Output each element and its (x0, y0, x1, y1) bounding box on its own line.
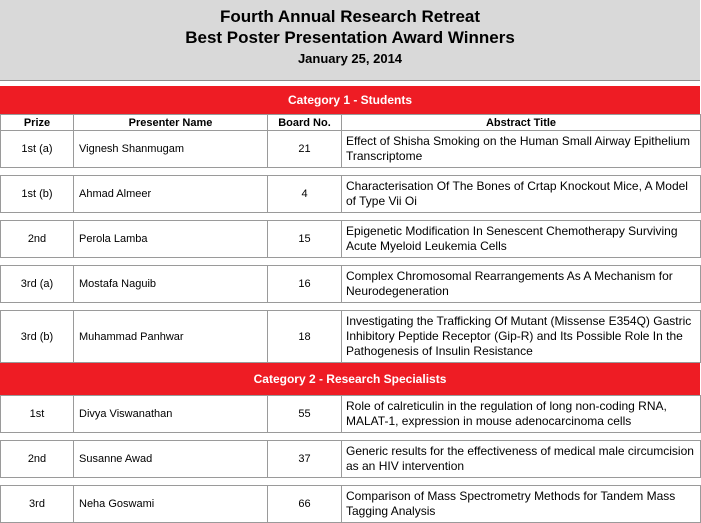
board-cell: 15 (268, 221, 342, 258)
students-table (0, 114, 701, 363)
spacer-row (1, 213, 701, 221)
prize-column-header: Prize (1, 115, 74, 131)
presenter-cell: Perola Lamba (74, 221, 268, 258)
prize-cell: 2nd (1, 221, 74, 258)
column-header-row (1, 115, 701, 131)
retreat-title: Fourth Annual Research Retreat (219, 7, 481, 26)
board-cell: 18 (268, 311, 342, 363)
presenter-cell: Divya Viswanathan (74, 396, 268, 433)
spacer-cell (1, 213, 701, 221)
board-cell: 66 (268, 486, 342, 523)
board-cell: 16 (268, 266, 342, 303)
abstract-cell: Complex Chromosomal Rearrangements As A Mechanism for Neurodegeneration (342, 266, 701, 303)
abstract-cell: Epigenetic Modification In Senescent Chemotherapy Surviving Acute Myeloid Leukemia Cells (342, 221, 701, 258)
spacer-cell (1, 433, 701, 441)
board-column-header: Board No. (268, 115, 342, 131)
presenter-cell: Ahmad Almeer (74, 176, 268, 213)
spacer-row (1, 168, 701, 176)
presenter-cell: Muhammad Panhwar (74, 311, 268, 363)
table-row (1, 486, 701, 523)
table-row (1, 311, 701, 363)
spacer-cell (1, 478, 701, 486)
spacer-row (1, 258, 701, 266)
abstract-column-header: Abstract Title (342, 115, 701, 131)
presenter-cell: Susanne Awad (74, 441, 268, 478)
presenter-cell: Neha Goswami (74, 486, 268, 523)
awards-title: Best Poster Presentation Award Winners (185, 28, 515, 47)
presenter-cell: Vignesh Shanmugam (74, 131, 268, 168)
abstract-cell: Characterisation Of The Bones of Crtap Knockout Mice, A Model of Type Vii Oi (342, 176, 701, 213)
spacer-cell (1, 303, 701, 311)
event-date: January 25, 2014 (297, 51, 403, 66)
board-cell: 21 (268, 131, 342, 168)
spacer-cell (1, 168, 701, 176)
table-row (1, 396, 701, 433)
spacer-row (1, 303, 701, 311)
prize-cell: 2nd (1, 441, 74, 478)
research-specialists-table (0, 395, 701, 523)
spacer-cell (1, 258, 701, 266)
table-row (1, 266, 701, 303)
abstract-cell: Role of calreticulin in the regulation of long non-coding RNA, MALAT-1, expression in mouse adenocarcinoma cells (342, 396, 701, 433)
prize-cell: 1st (b) (1, 176, 74, 213)
prize-cell: 3rd (1, 486, 74, 523)
spacer-row (1, 433, 701, 441)
category-2-banner: Category 2 - Research Specialists (0, 363, 700, 395)
category-1-banner: Category 1 - Students (0, 82, 700, 114)
abstract-cell: Generic results for the effectiveness of medical male circumcision as an HIV intervention (342, 441, 701, 478)
table-row (1, 131, 701, 168)
board-cell: 55 (268, 396, 342, 433)
document-header (0, 0, 700, 81)
table-row (1, 441, 701, 478)
board-cell: 4 (268, 176, 342, 213)
presenter-cell: Mostafa Naguib (74, 266, 268, 303)
prize-cell: 1st (a) (1, 131, 74, 168)
presenter-column-header: Presenter Name (74, 115, 268, 131)
prize-cell: 3rd (a) (1, 266, 74, 303)
abstract-cell: Investigating the Trafficking Of Mutant (Missense E354Q) Gastric Inhibitory Peptide Receptor (Gip-R) and Its Possible Role In the Pathogenesis of Insulin Resistance (342, 311, 701, 363)
abstract-cell: Comparison of Mass Spectrometry Methods for Tandem Mass Tagging Analysis (342, 486, 701, 523)
prize-cell: 3rd (b) (1, 311, 74, 363)
board-cell: 37 (268, 441, 342, 478)
spacer-row (1, 478, 701, 486)
table-row (1, 176, 701, 213)
abstract-cell: Effect of Shisha Smoking on the Human Small Airway Epithelium Transcriptome (342, 131, 701, 168)
table-row (1, 221, 701, 258)
prize-cell: 1st (1, 396, 74, 433)
